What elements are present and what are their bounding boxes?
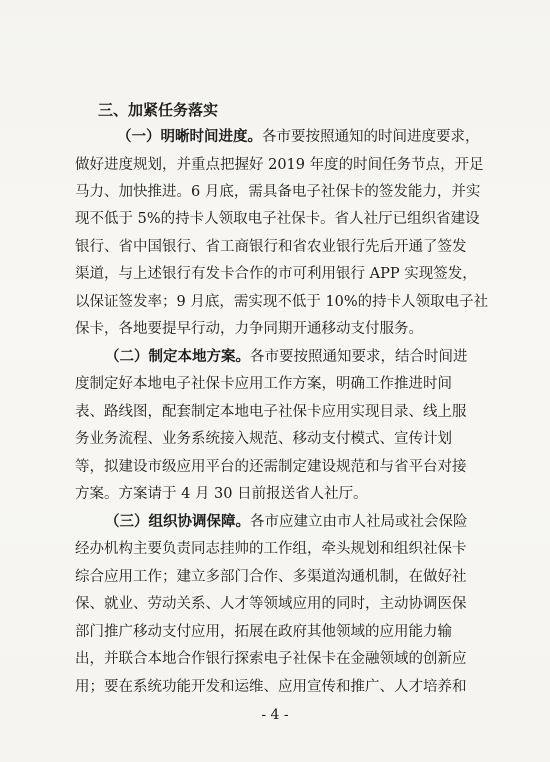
paragraph-1-line-7: 保卡，各地要提早行动，力争同期开通移动支付服务。 — [75, 321, 423, 337]
paragraph-3-line-5: 出，并联合本地合作银行探索电子社保卡在金融领域的创新应 — [75, 651, 467, 667]
paragraph-1-line-2: 马力、加快推进。6 月底，需具备电子社保卡的签发能力，并实 — [75, 184, 481, 200]
paragraph-2-line-2: 表、路线图，配套制定本地电子社保卡应用实现目录、线上服 — [75, 404, 467, 420]
paragraph-2-line-0: 各市要按照通知要求，结合时间进 — [250, 349, 468, 365]
paragraph-2-first-line — [105, 347, 468, 367]
paragraph-1-first-line — [117, 127, 480, 147]
section-heading: 三、加紧任务落实 — [98, 101, 219, 119]
paragraph-2-label: （二）制定本地方案。 — [105, 348, 250, 365]
paragraph-1-line-4: 银行、省中国银行、省工商银行和省农业银行先后开通了签发 — [75, 239, 467, 255]
paragraph-3-line-6: 用；要在系统功能开发和运维、应用宣传和推广、人才培养和 — [75, 679, 467, 695]
paragraph-1-line-5: 渠道，与上述银行有发卡合作的市可利用银行 APP 实现签发， — [75, 266, 477, 282]
paragraph-3-line-4: 部门推广移动支付应用，拓展在政府其他领域的应用能力输 — [75, 624, 452, 640]
paragraph-3-label: （三）组织协调保障。 — [105, 513, 250, 530]
paragraph-1-line-1: 做好进度规划，并重点把握好 2019 年度的时间任务节点，开足 — [75, 157, 484, 173]
paragraph-1-line-0: 各市要按照通知的时间进度要求， — [262, 129, 480, 145]
page-number: - 4 - — [261, 707, 289, 723]
paragraph-2-line-5: 方案。方案请于 4 月 30 日前报送省人社厅。 — [75, 486, 368, 502]
paragraph-2-line-3: 务业务流程、业务系统接入规范、移动支付模式、宣传计划 — [75, 431, 452, 447]
paragraph-1-line-3: 现不低于 5%的持卡人领取电子社保卡。省人社厅已组织省建设 — [75, 211, 480, 227]
paragraph-3-first-line — [105, 512, 468, 532]
paragraph-1-label: （一）明晰时间进度。 — [117, 128, 262, 145]
paragraph-2-line-1: 度制定好本地电子社保卡应用工作方案，明确工作推进时间 — [75, 376, 452, 392]
paragraph-1-line-6: 以保证签发率；9 月底，需实现不低于 10%的持卡人领取电子社 — [75, 294, 489, 310]
paragraph-3-line-3: 保、就业、劳动关系、人才等领域应用的同时，主动协调医保 — [75, 596, 467, 612]
paragraph-3-line-1: 经办机构主要负责同志挂帅的工作组，牵头规划和组织社保卡 — [75, 541, 467, 557]
paragraph-3-line-0: 各市应建立由市人社局或社会保险 — [250, 514, 468, 530]
paragraph-3-line-2: 综合应用工作；建立多部门合作、多渠道沟通机制，在做好社 — [75, 569, 467, 585]
paragraph-2-line-4: 等，拟建设市级应用平台的还需制定建设规范和与省平台对接 — [75, 459, 467, 475]
